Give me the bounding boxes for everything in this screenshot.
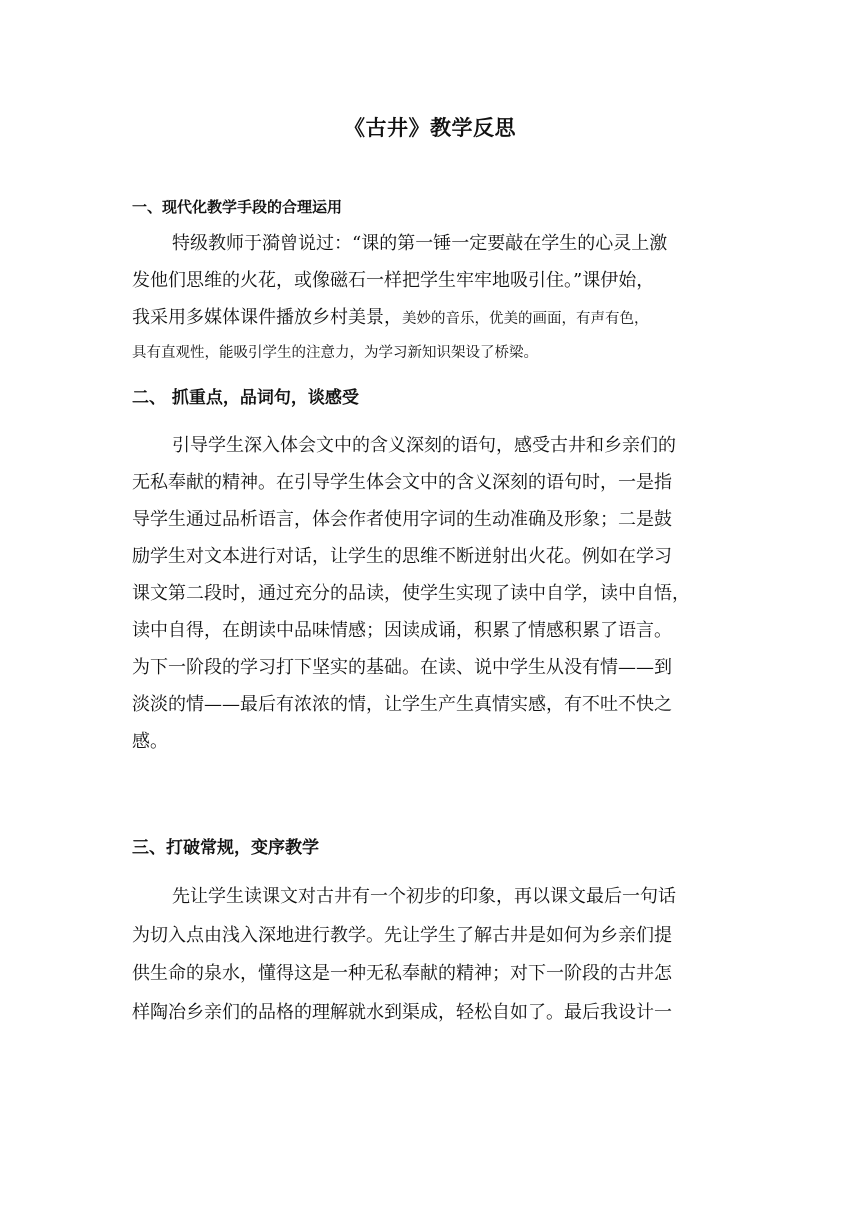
section-2-heading: 二、 抓重点，品词句，谈感受 [132,388,359,408]
paragraph-line: 供生命的泉水，懂得这是一种无私奉献的精神；对下一阶段的古井怎 [132,963,672,984]
section-3-heading: 三、打破常规，变序教学 [132,838,319,858]
paragraph-line: 读中自得，在朗读中品味情感；因读成诵，积累了情感积累了语言。 [132,620,672,641]
paragraph-line: 无私奉献的精神。在引导学生体会文中的含义深刻的语句时，一是指 [132,472,672,493]
paragraph-line: 励学生对文本进行对话，让学生的思维不断迸射出火花。例如在学习 [132,546,672,567]
paragraph-line: 课文第二段时，通过充分的品读，使学生实现了读中自学，读中自悟， [132,583,690,604]
paragraph-line: 先让学生读课文对古井有一个初步的印象，再以课文最后一句话 [172,886,676,907]
paragraph-segment-small: 美妙的音乐，优美的画面，有声有色， [402,311,649,327]
paragraph-line-small: 具有直观性，能吸引学生的注意力，为学习新知识架设了桥梁。 [132,345,538,361]
paragraph-line: 为下一阶段的学习打下坚实的基础。在读、说中学生从没有情——到 [132,657,672,678]
paragraph-line: 样陶冶乡亲们的品格的理解就水到渠成，轻松自如了。最后我设计一 [132,1001,672,1023]
paragraph-segment: 我采用多媒体课件播放乡村美景， [132,307,402,328]
paragraph-line: 发他们思维的火花，或像磁石一样把学生牢牢地吸引住。”课伊始， [132,270,655,291]
section-3 [132,834,732,1032]
paragraph-line: 引导学生深入体会文中的含义深刻的语句，感受古井和乡亲们的 [172,435,676,456]
section-2 [132,384,732,760]
document-title: 《古井》教学反思 [344,115,516,140]
paragraph-line: 导学生通过品析语言，体会作者使用字词的生动准确及形象；二是鼓 [132,509,672,530]
paragraph-line: 淡淡的情——最后有浓浓的情，让学生产生真情实感，有不吐不快之 [132,694,672,715]
paragraph-line: 感。 [132,731,168,752]
section-1-heading: 一、现代化教学手段的合理运用 [132,198,343,216]
paragraph-line-mixed [132,299,732,338]
section-1 [132,195,732,368]
paragraph-line: 为切入点由浅入深地进行教学。先让学生了解古井是如何为乡亲们提 [132,924,672,946]
paragraph-line: 特级教师于漪曾说过：“课的第一锤一定要敲在学生的心灵上激 [172,233,668,254]
